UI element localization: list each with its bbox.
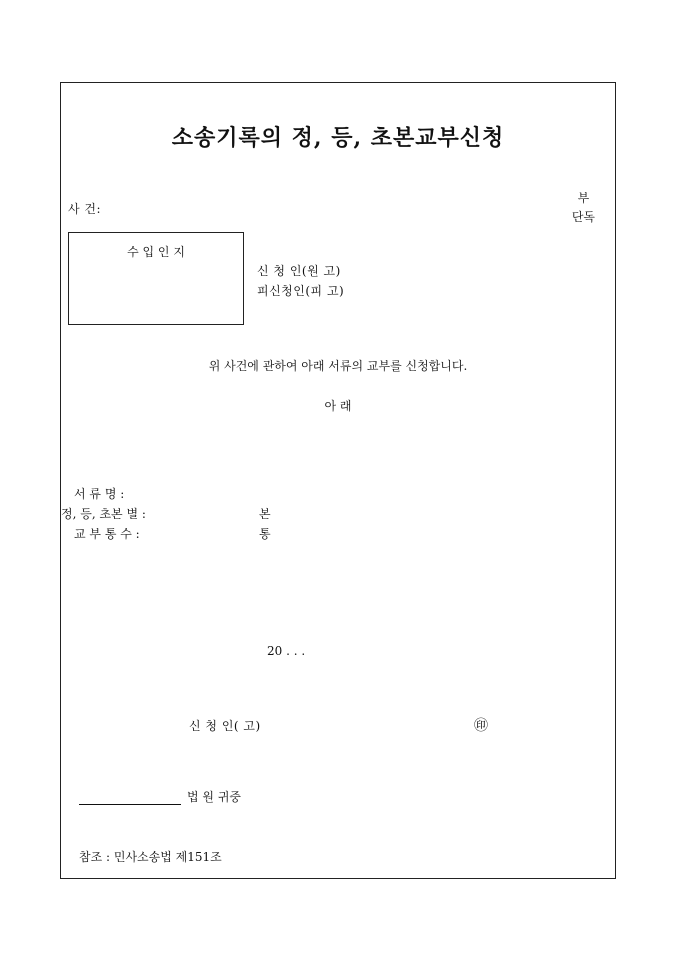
case-label: 사 건:: [68, 202, 102, 216]
field-unit: 본: [259, 507, 271, 521]
seal-mark: ㊞: [474, 718, 488, 734]
corner-line-2: 단독: [571, 210, 595, 224]
respondent-label: 피신청인(피 고): [257, 284, 345, 298]
field-label: 교 부 통 수 :: [74, 527, 140, 541]
corner-division: [572, 189, 595, 225]
field-label: 정, 등, 초본 별 :: [61, 507, 146, 521]
court-name-blank: [79, 792, 181, 805]
below-heading: 아 래: [324, 399, 352, 413]
field-document-name: [74, 485, 124, 502]
applicant-label: 신 청 인(원 고): [257, 264, 341, 278]
request-statement: 위 사건에 관하여 아래 서류의 교부를 신청합니다.: [208, 359, 468, 373]
revenue-stamp-box: [68, 232, 244, 325]
field-unit: 통: [259, 527, 271, 541]
revenue-stamp-label: 수 입 인 지: [127, 245, 185, 259]
corner-line-1: 부: [577, 191, 590, 205]
court-destination: [79, 788, 241, 805]
legal-reference: 참조 : 민사소송법 제151조: [79, 850, 222, 864]
court-suffix: 법 원 귀중: [187, 790, 241, 804]
signature-line: 신 청 인( 고): [189, 719, 261, 733]
field-copy-count: [74, 525, 271, 542]
date-line: 20 . . .: [267, 644, 306, 658]
field-label: 서 류 명 :: [74, 487, 125, 501]
form-title: 소송기록의 정, 등, 초본교부신청: [171, 125, 505, 151]
field-copy-type: [61, 505, 271, 522]
form-frame: [60, 82, 616, 879]
